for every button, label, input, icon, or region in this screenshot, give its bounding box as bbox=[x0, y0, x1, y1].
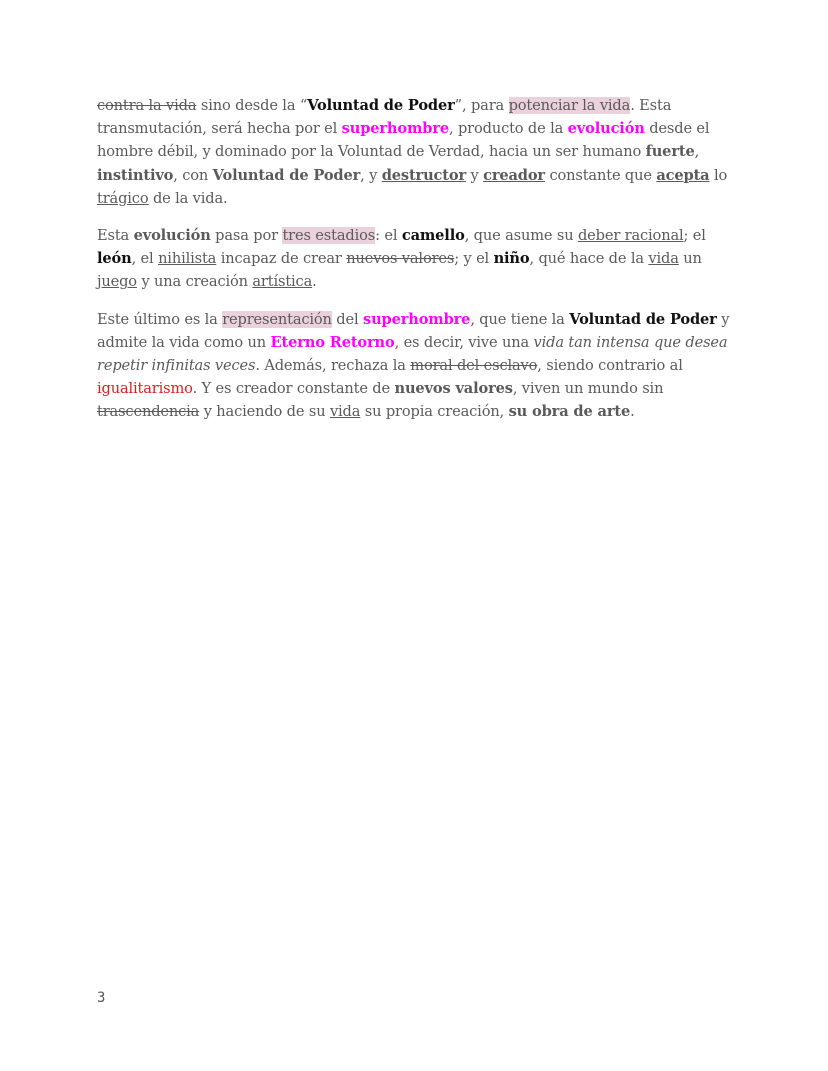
bold-term: Voluntad de Poder bbox=[569, 310, 717, 328]
text-run: . Además, rechaza la bbox=[255, 357, 411, 375]
text-run: , que tiene la bbox=[470, 310, 570, 328]
text-run: , bbox=[694, 143, 700, 161]
paragraph-3 bbox=[97, 308, 737, 424]
bold-term: Voluntad de Poder bbox=[212, 166, 361, 184]
text-run: incapaz de crear bbox=[216, 250, 347, 268]
text-run: desde el hombre débil, y dominado por la Voluntad de Verdad, hacia un ser humano bbox=[97, 120, 710, 161]
magenta-term: superhombre bbox=[363, 310, 471, 328]
bold-underlined-term: destructor bbox=[381, 166, 466, 184]
highlighted-text: potenciar la vida bbox=[508, 97, 631, 114]
document-body bbox=[97, 94, 737, 438]
highlighted-text: representación bbox=[222, 310, 332, 328]
text-run: lo bbox=[709, 166, 728, 184]
text-run: , es decir, vive una bbox=[394, 333, 534, 351]
bold-term: niño bbox=[493, 250, 530, 268]
text-run: . bbox=[312, 273, 317, 291]
text-run: , que asume su bbox=[464, 227, 578, 245]
underlined-term: vida bbox=[329, 403, 361, 421]
text-run: ”, para bbox=[454, 97, 509, 114]
text-run: del bbox=[331, 310, 363, 328]
text-run: ; y el bbox=[454, 250, 494, 268]
italic-text: vida tan intensa que desea repetir infinitas veces bbox=[97, 333, 728, 375]
underlined-term: deber racional bbox=[577, 227, 684, 245]
text-run: , con bbox=[173, 166, 213, 184]
text-run: constante que bbox=[544, 166, 657, 184]
text-run: sino desde la “ bbox=[196, 97, 308, 114]
text-run: Este último es la bbox=[97, 310, 223, 328]
underlined-term: juego bbox=[97, 273, 137, 291]
text-run: , el bbox=[131, 250, 159, 268]
text-run: pasa por bbox=[210, 227, 283, 245]
strikethrough-text: trascendencia bbox=[97, 403, 200, 421]
text-run: Esta bbox=[97, 227, 134, 245]
text-run: . Esta transmutación, será hecha por el bbox=[97, 97, 672, 138]
text-run: su propia creación, bbox=[360, 403, 509, 421]
page-number: 3 bbox=[97, 990, 106, 1006]
text-run: : el bbox=[375, 227, 402, 245]
text-run: , y bbox=[360, 166, 382, 184]
text-run: y una creación bbox=[136, 273, 253, 291]
underlined-term: artística bbox=[252, 273, 313, 291]
bold-term: camello bbox=[401, 227, 465, 245]
bold-term: nuevos valores bbox=[394, 380, 513, 398]
underlined-term: nihilista bbox=[158, 250, 217, 268]
text-run: y admite la vida como un bbox=[97, 310, 730, 351]
text-run: ; el bbox=[683, 227, 706, 245]
red-term: igualitarismo bbox=[97, 380, 193, 398]
text-run: , producto de la bbox=[449, 120, 568, 138]
magenta-term: evolución bbox=[567, 120, 645, 138]
bold-term: su obra de arte bbox=[508, 403, 631, 421]
bold-term: león bbox=[97, 250, 132, 268]
bold-underlined-term: creador bbox=[483, 166, 545, 184]
magenta-term: superhombre bbox=[341, 120, 449, 138]
strikethrough-text: nuevos valores bbox=[346, 250, 455, 268]
bold-term: evolución bbox=[133, 227, 211, 245]
text-run: y haciendo de su bbox=[199, 403, 330, 421]
text-run: de la vida. bbox=[148, 189, 228, 207]
bold-term: Voluntad de Poder bbox=[307, 97, 455, 114]
bold-term: instintivo bbox=[97, 166, 174, 184]
text-run: , qué hace de la bbox=[529, 250, 649, 268]
text-run: , siendo contrario al bbox=[537, 357, 683, 375]
underlined-term: vida bbox=[648, 250, 679, 268]
magenta-term: Eterno Retorno bbox=[270, 333, 395, 351]
text-run: y bbox=[466, 166, 484, 184]
highlighted-text: tres estadios bbox=[282, 227, 376, 245]
bold-term: fuerte bbox=[645, 143, 695, 161]
strikethrough-text: moral del esclavo bbox=[410, 357, 538, 375]
paragraph-2 bbox=[97, 224, 737, 294]
strikethrough-text: contra la vida bbox=[97, 97, 197, 114]
text-run: . bbox=[630, 403, 635, 421]
text-run: , viven un mundo sin bbox=[512, 380, 664, 398]
text-run: . Y es creador constante de bbox=[192, 380, 395, 398]
text-run: un bbox=[678, 250, 702, 268]
underlined-term: trágico bbox=[97, 189, 149, 207]
bold-underlined-term: acepta bbox=[656, 166, 710, 184]
paragraph-1 bbox=[97, 94, 737, 210]
